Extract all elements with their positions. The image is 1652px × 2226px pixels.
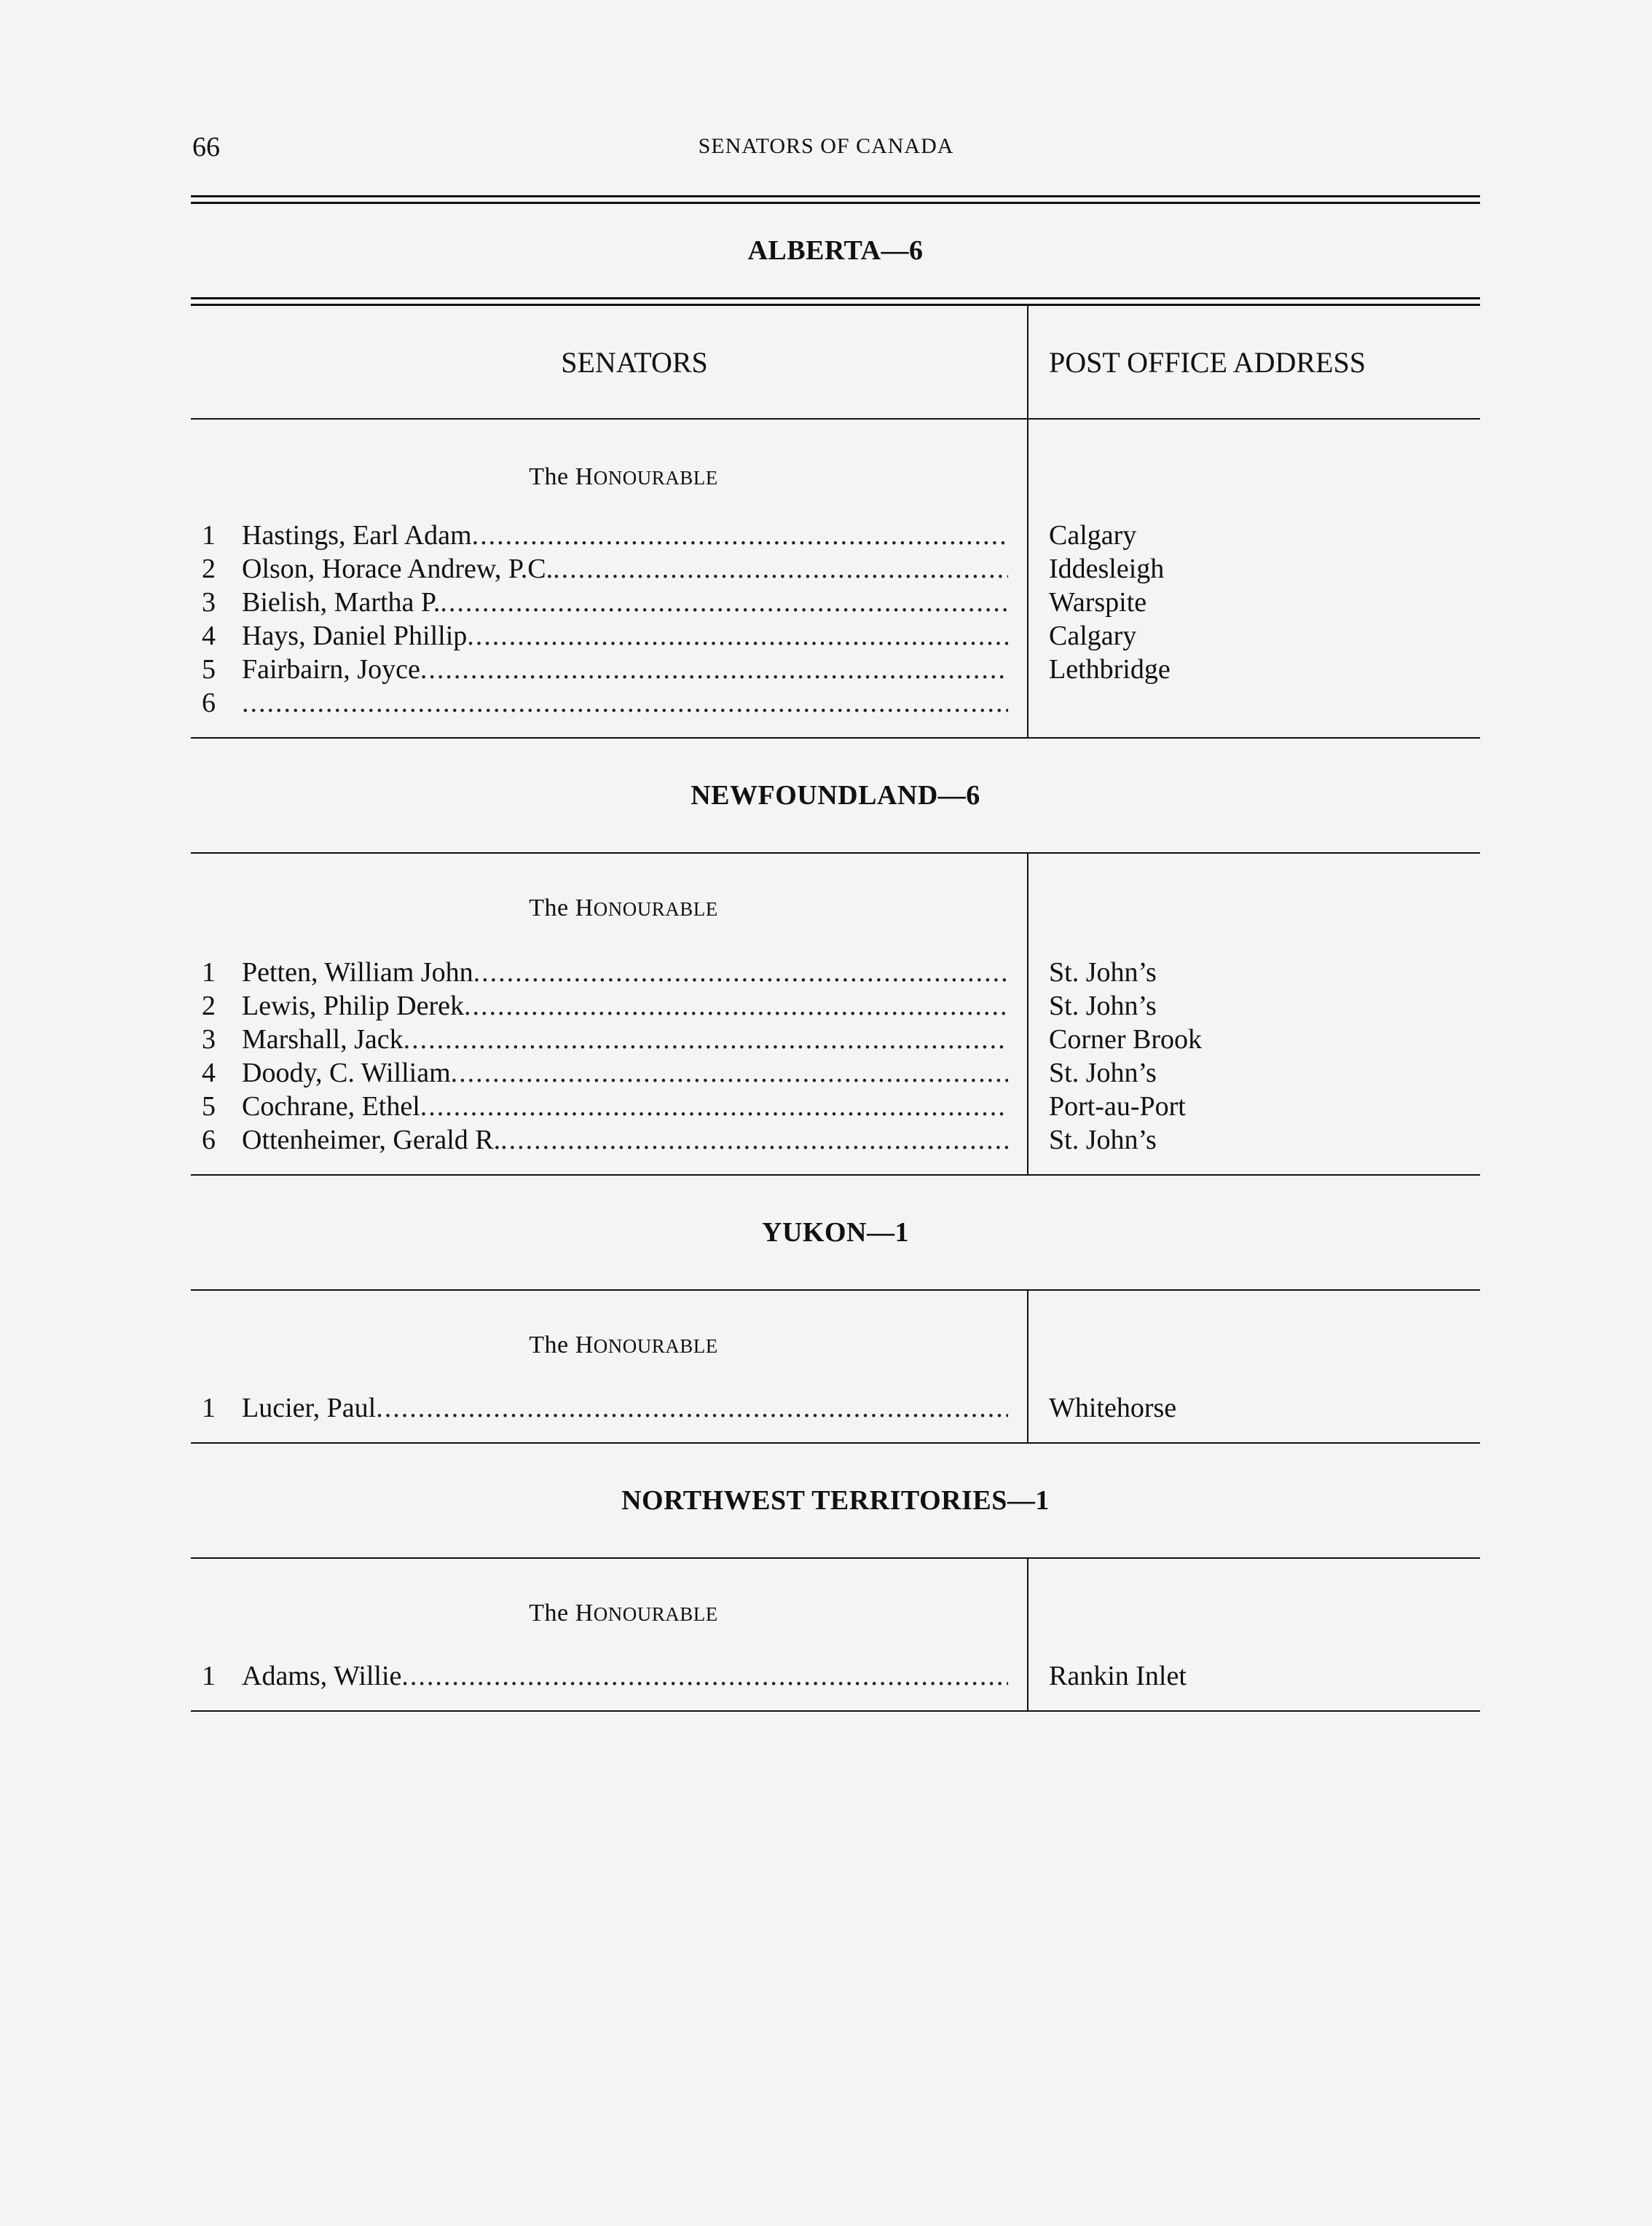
column-headers — [191, 306, 1480, 418]
senator-row: 4 Hays, Daniel Phillip ..... — [191, 619, 1027, 653]
post-office-address: Calgary — [1049, 520, 1137, 551]
section-table-yukon — [191, 1291, 1480, 1442]
province-heading-northwest-territories: NORTHWEST TERRITORIES—1 — [621, 1485, 1050, 1516]
senator-row: 1 Adams, Willie ..... — [191, 1659, 1027, 1693]
the-honourable-heading: The HONOURABLE — [529, 894, 718, 921]
post-office-address: St. John’s — [1049, 957, 1157, 988]
senator-row: 1 Petten, William John ..... — [191, 956, 1027, 989]
post-office-address: St. John’s — [1049, 1125, 1157, 1155]
senators-listing — [191, 195, 1480, 1712]
senator-row: 3 Bielish, Martha P. ..... — [191, 586, 1027, 619]
senator-row: 5 Cochrane, Ethel ..... — [191, 1090, 1027, 1123]
double-rule — [191, 195, 1480, 204]
section-table-alberta — [191, 420, 1480, 737]
province-heading-alberta: ALBERTA—6 — [747, 235, 924, 266]
the-honourable-heading: The HONOURABLE — [529, 1332, 718, 1358]
senator-row: 1 Lucier, Paul ..... — [191, 1391, 1027, 1425]
post-office-address: Lethbridge — [1049, 654, 1171, 685]
post-office-address: Corner Brook — [1049, 1024, 1203, 1055]
province-heading-yukon: YUKON—1 — [762, 1217, 909, 1248]
senators-column-header: SENATORS — [191, 306, 1028, 418]
senator-row: 2 Olson, Horace Andrew, P.C. ..... — [191, 552, 1027, 586]
the-honourable-heading: The HONOURABLE — [529, 463, 718, 490]
running-head: SENATORS OF CANADA — [698, 134, 954, 158]
post-office-address: St. John’s — [1049, 991, 1157, 1021]
the-honourable-heading: The HONOURABLE — [529, 1600, 718, 1627]
senator-row: 6 Ottenheimer, Gerald R. ..... — [191, 1123, 1027, 1157]
post-office-address: Whitehorse — [1049, 1393, 1177, 1423]
post-office-address: St. John’s — [1049, 1058, 1157, 1088]
senator-row: 4 Doody, C. William ..... — [191, 1056, 1027, 1090]
rule — [191, 1710, 1480, 1712]
senator-row: 2 Lewis, Philip Derek ..... — [191, 989, 1027, 1023]
post-office-address: Calgary — [1049, 621, 1137, 651]
senator-row: 3 Marshall, Jack ..... — [191, 1023, 1027, 1056]
senator-row: 1 Hastings, Earl Adam ..... — [191, 519, 1027, 552]
double-rule — [191, 297, 1480, 306]
post-office-address: Iddesleigh — [1049, 554, 1165, 584]
address-column-header: POST OFFICE ADDRESS — [1049, 345, 1366, 379]
post-office-address — [1049, 686, 1480, 720]
post-office-address: Port-au-Port — [1049, 1091, 1186, 1122]
section-table-newfoundland — [191, 854, 1480, 1174]
senator-row: 5 Fairbairn, Joyce ..... — [191, 653, 1027, 686]
section-table-northwest-territories — [191, 1559, 1480, 1710]
province-heading-newfoundland: NEWFOUNDLAND—6 — [691, 780, 980, 811]
page-number: 66 — [192, 132, 220, 162]
post-office-address: Rankin Inlet — [1049, 1661, 1187, 1691]
senator-row-vacant: 6 ..... — [191, 686, 1027, 720]
post-office-address: Warspite — [1049, 587, 1147, 618]
